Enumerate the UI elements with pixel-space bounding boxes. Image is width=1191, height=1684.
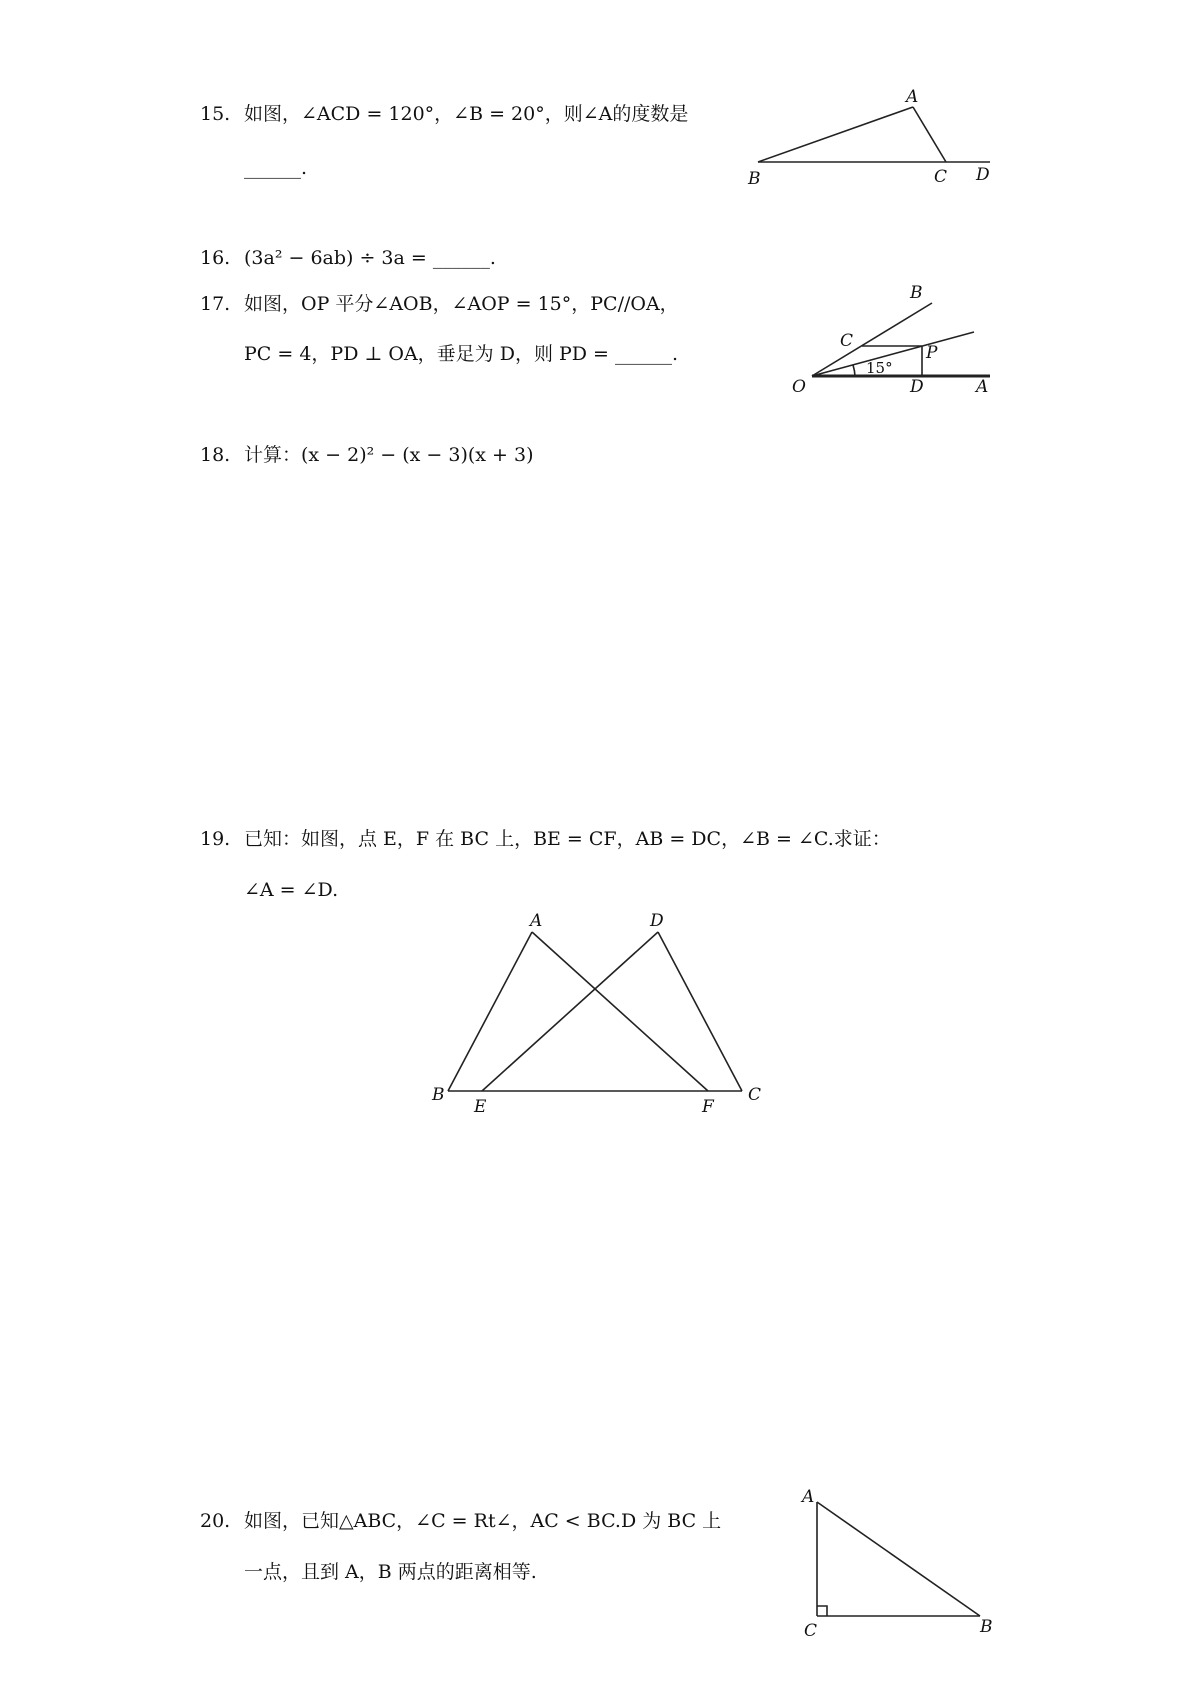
right-angle-mark (817, 1606, 827, 1616)
label-B: B (980, 1617, 993, 1637)
question-text-line2: ∠A = ∠D. (244, 879, 339, 901)
label-D: D (910, 377, 924, 397)
question-number: 18. (200, 444, 231, 466)
label-O: O (792, 377, 806, 397)
label-B: B (910, 283, 923, 303)
label-A: A (802, 1487, 815, 1507)
question-number: 20. (200, 1510, 231, 1532)
question-text-line2: ______. (244, 157, 308, 179)
question-text-line1: 计算：(x − 2)² − (x − 3)(x + 3) (244, 444, 534, 466)
label-B: B (748, 169, 761, 189)
question-number: 15. (200, 103, 231, 125)
question-number: 19. (200, 828, 231, 850)
label-C: C (934, 167, 948, 187)
label-B: B (432, 1085, 445, 1105)
label-E: E (474, 1097, 487, 1117)
label-A: A (530, 911, 543, 931)
question-text-line2: 一点，且到 A，B 两点的距离相等. (244, 1561, 537, 1583)
label-C: C (840, 331, 854, 351)
label-C: C (748, 1085, 762, 1105)
label-D: D (976, 165, 990, 185)
segment-AB (817, 1502, 980, 1616)
label-A: A (906, 87, 919, 107)
question-number: 16. (200, 247, 231, 269)
label-P: P (926, 343, 938, 363)
label-F: F (702, 1097, 714, 1117)
label-C: C (804, 1621, 818, 1641)
question-text-line2: PC = 4，PD ⊥ OA，垂足为 D，则 PD = ______. (244, 343, 679, 365)
question-text-line1: 如图，∠ACD = 120°，∠B = 20°，则∠A的度数是 (244, 103, 689, 125)
question-text-line1: (3a² − 6ab) ÷ 3a = ______. (244, 247, 496, 269)
question-number: 17. (200, 293, 231, 315)
question-text-line1: 如图，已知△ABC，∠C = Rt∠，AC < BC.D 为 BC 上 (244, 1510, 722, 1532)
question-text-line1: 已知：如图，点 E，F 在 BC 上，BE = CF，AB = DC，∠B = ∠C.求证： (244, 828, 891, 850)
label-A: A (976, 377, 989, 397)
question-text-line1: 如图，OP 平分∠AOB，∠AOP = 15°，PC//OA， (244, 293, 679, 315)
label-D: D (650, 911, 664, 931)
angle-label: 15° (866, 359, 893, 377)
